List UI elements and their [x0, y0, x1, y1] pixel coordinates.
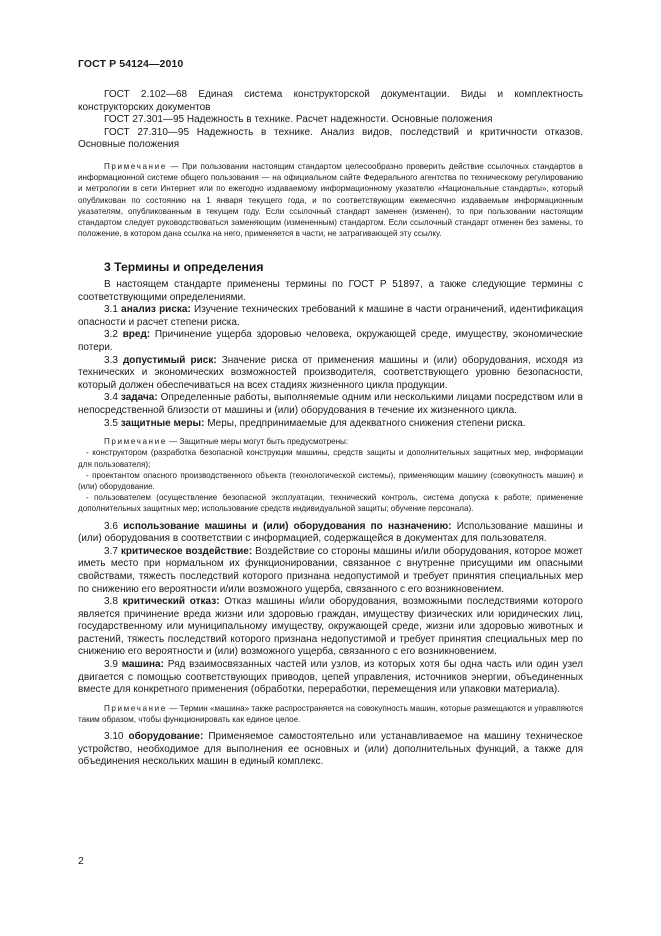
page-content: [78, 89, 583, 769]
term-entry: [78, 596, 583, 659]
term-entry: [78, 329, 583, 354]
document-header: ГОСТ Р 54124—2010: [78, 58, 184, 70]
term-definition: Меры, предпринимаемые для адекватного снижения степени риска.: [204, 417, 526, 429]
section-title: 3 Термины и определения: [104, 260, 264, 275]
note-text: — Защитные меры могут быть предусмотрены:: [166, 437, 349, 447]
note-text: — Термин «машина» также распространяется на совокупность машин, которые размещаются и управляются таким образом, чтобы функционировать как единое целое.: [78, 703, 583, 725]
term-number: 3.6: [104, 520, 124, 532]
reference-item: ГОСТ 27.301—95 Надежность в технике. Расчет надежности. Основные положения: [104, 114, 493, 126]
term-number: 3.3: [104, 354, 123, 366]
term-name: оборудование:: [128, 731, 204, 743]
term-definition: Ряд взаимосвязанных частей или узлов, из которых хотя бы одна часть или один узел двигается с помощью соответствующих приводов, цепей управления, источников энергии, объединенных вместе для конкретного применения (обработки, переработки, перемещения или упаковки материала).: [78, 659, 583, 696]
term-definition: Изучение технических требований к машине в части ограничений, идентификация опасности и расчет степени риска.: [78, 304, 583, 328]
term-number: 3.4: [104, 392, 121, 404]
term-definition: Определенные работы, выполняемые одним или несколькими лицами посредством или в непосредственной близости от машины и (или) оборудования в течение их жизненного цикла.: [78, 392, 583, 416]
note-block: [78, 436, 583, 447]
term-definition: Отказ машины и/или оборудования, возможными последствиями которого является причинение вреда жизни или здоровью граждан, имуществу физических или юридических лиц, государственному или муниципальному имуществу, окружающей среде, жизни или здоровью животных и растений, тяжесть последствий которого признана недопустимой и требует принятия специальных мер по снижению его вероятности и (или) возможного ущерба, связанного с его возникновением.: [78, 596, 583, 658]
term-name: защитные меры:: [120, 417, 205, 429]
term-number: 3.2: [104, 329, 123, 341]
term-name: критическое воздействие:: [120, 545, 253, 557]
term-entry: [78, 355, 583, 393]
note-list-item: - пользователем (осуществление безопасной эксплуатации, технический контроль, система допуска к работе; применение дополнительных защитных мер; использование средств индивидуальной защиты; обучение персонала).: [78, 493, 583, 514]
note-label: Примечание: [104, 703, 167, 713]
note-label: Примечание: [104, 437, 167, 447]
term-entry: [78, 392, 583, 417]
section-intro: В настоящем стандарте применены термины по ГОСТ Р 51897, а также следующие термины с соответствующими определениями.: [78, 278, 583, 303]
term-entry: [78, 731, 583, 769]
note-label: Примечание: [104, 161, 167, 171]
term-number: 3.7: [104, 545, 121, 557]
note-block: [78, 703, 583, 725]
term-definition: Воздействие со стороны машины и/или оборудования, которое может иметь место при нормальном их функционировании, связанное с внутренне присущими им опасными свойствами, тяжесть последствий которого признана недопустимой и требует принятия специальных мер по снижению его вероятности и/или возможного ущерба, связанного с его возникновением.: [78, 545, 583, 595]
term-entry: [78, 521, 583, 546]
term-definition: Значение риска от применения машины и (или) оборудования, исходя из технических и экономических возможностей производителя, соответствующего уровню безопасности, который должен обеспечиваться на всех стадиях жизненного цикла продукции.: [78, 354, 583, 391]
term-definition: Причинение ущерба здоровью человека, окружающей среде, имуществу, экономические потери.: [78, 329, 583, 353]
term-entry: [78, 546, 583, 596]
note-list-item: - конструктором (разработка безопасной конструкции машины, средств защиты и дополнительных защитных мер, информации для пользователя);: [78, 448, 583, 469]
term-number: 3.1: [104, 304, 122, 316]
term-entry: [78, 659, 583, 697]
note-block: [78, 161, 583, 239]
note-text: — При пользовании настоящим стандартом целесообразно проверить действие ссылочных стандартов в информационной системе общего пользования — на официальном сайте Федерального агентства по техническому регулированию и метрологии в сети Интернет или по ежегодно издаваемому информационному указателю «Национальные стандарты», который опубликован по состоянию на 1 января текущего года, и по соответствующим ежемесячно издаваемым информационным указателям, опубликованным в текущем году. Если ссылочный стандарт заменен (изменен), то при пользовании настоящим стандартом следует руководствоваться заменяющим (измененным) стандартом. Если ссылочный стандарт отменен без замены, то положение, в котором дана ссылка на него, применяется в части, не затрагивающей эту ссылку.: [78, 161, 583, 239]
term-definition: Использование машины и (или) оборудования в соответствии с информацией, содержащейся в документах для пользователя.: [78, 520, 583, 545]
term-name: вред:: [122, 329, 151, 341]
term-name: анализ риска:: [121, 304, 191, 316]
term-entry: [78, 304, 583, 329]
term-number: 3.8: [104, 596, 123, 608]
page-number: 2: [78, 855, 84, 867]
term-number: 3.9: [104, 659, 122, 671]
reference-item: ГОСТ 27.310—95 Надежность в технике. Анализ видов, последствий и критичности отказов. Основные положения: [78, 126, 583, 151]
term-definition: Применяемое самостоятельно или устанавливаемое на машину техническое устройство, необходимое для выполнения ее основных и (или) дополнительных функций, а также для объединения нескольких машин в единый комплекс.: [78, 731, 583, 768]
term-number: 3.5: [104, 417, 121, 429]
term-name: критический отказ:: [122, 596, 220, 608]
term-name: допустимый риск:: [122, 354, 217, 366]
reference-item: ГОСТ 2.102—68 Единая система конструкторской документации. Виды и комплектность конструкторских документов: [78, 89, 583, 113]
term-number: 3.10: [104, 731, 129, 743]
term-name: задача:: [120, 392, 158, 404]
term-name: машина:: [121, 659, 164, 671]
term-entry: [78, 418, 583, 431]
term-name: использование машины и (или) оборудования по назначению:: [123, 520, 452, 532]
note-list-item: - проектантом опасного производственного объекта (технологической системы), применяющим машину (совокупность машин) и (или) оборудование.: [78, 470, 583, 491]
